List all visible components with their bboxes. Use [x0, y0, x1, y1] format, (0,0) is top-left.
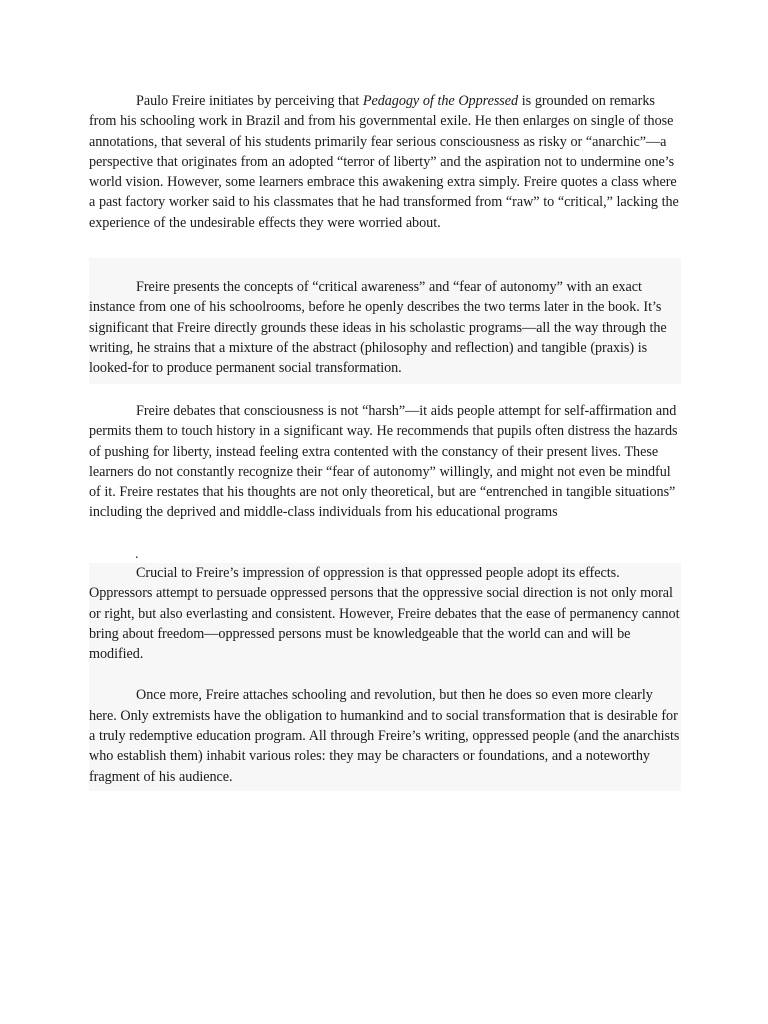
text-block-1	[89, 91, 681, 233]
paragraph-1-rest: is grounded on remarks from his schooling work in Brazil and from his governmental exile. He then enlarges on single of those annotations, that several of his students primarily fear serious consciousness as risky or “anarchic”—a perspective that originates from an adopted “terror of liberty” and the aspiration not to undermine one’s world vision. However, some learners embrace this awakening extra simply. Freire quotes a class where a past factory worker said to his classmates that he had transformed from “raw” to “critical,” lacking the experience of the undesirable effects they were worried about.	[89, 93, 679, 231]
paragraph-4: Crucial to Freire’s impression of oppression is that oppressed people adopt its effects. Oppressors attempt to persuade oppressed persons that the oppressive social direction is not only moral or right, but also everlasting and consistent. However, Freire debates that the ease of permanency cannot bring about freedom—oppressed persons must be knowledgeable that the world can and will be modified.	[89, 565, 680, 663]
stray-mark: .	[135, 547, 139, 562]
paragraph-1	[89, 91, 681, 233]
paragraph-3: Freire debates that consciousness is not “harsh”—it aids people attempt for self-affirmation and permits them to touch history in a significant way. He recommends that pupils often distress the hazards of pushing for liberty, instead feeling extra contented with the constancy of their present lives. These learners do not constantly recognize their “fear of autonomy” willingly, and might not even be mindful of it. Freire restates that his thoughts are not only theoretical, but are “entrenched in tangible situations” including the deprived and middle-class individuals from his educational programs	[89, 403, 678, 521]
paragraph-2: Freire presents the concepts of “critical awareness” and “fear of autonomy” with an exact instance from one of his schoolrooms, before he openly describes the two terms later in the book. It’s significant that Freire directly grounds these ideas in his scholastic programs—all the way through the writing, he strains that a mixture of the abstract (philosophy and reflection) and tangible (praxis) is looked-for to produce permanent social transformation.	[89, 279, 667, 377]
paragraph-5: Once more, Freire attaches schooling and revolution, but then he does so even more clearly here. Only extremists have the obligation to humankind and to social transformation that is desirable for a truly redemptive education program. All through Freire’s writing, oppressed people (and the anarchists who establish them) inhabit various roles: they may be characters or foundations, and a noteworthy fragment of his audience.	[89, 687, 680, 785]
text-block-3	[89, 401, 681, 523]
text-block-2	[89, 258, 681, 384]
text-block-4	[89, 563, 681, 791]
book-title: Pedagogy of the Oppressed	[362, 93, 519, 109]
paragraph-1-lead: Paulo Freire initiates by perceiving that	[136, 93, 363, 109]
